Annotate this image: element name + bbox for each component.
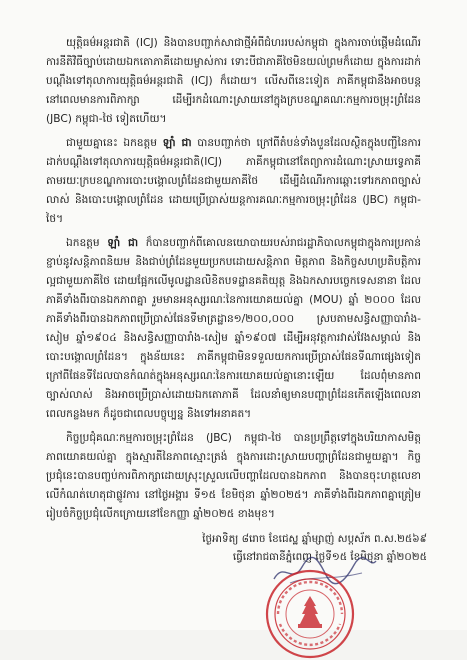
paragraph-1	[46, 34, 421, 129]
paragraph-2-lead: ជាមួយគ្នានេះ ឯកឧត្តម	[66, 137, 157, 149]
paragraph-3-name: ឡាំ ជា	[107, 237, 139, 249]
paragraph-2-text: បានបញ្ជាក់ថា ក្រៅពីតំបន់ទាំងបួនដែលស្ថិតក្នុងបញ្ជីនៃការដាក់បណ្តឹងទៅតុលាការយុត្តិធម៌អន្តរជាតិ(ICJ) ភាគីកម្ពុជានៅតែព្យាការដំណោះស្រាយទ្វេភាគីតាមរយៈក្របខណ្ឌការបោះបង្គោលព្រំដែនជាមួយភាគីថៃ ដើម្បីដំណើរការឆ្ពោះទៅរកភាពច្បាស់លាស់ និងបោះបង្គោលព្រំដែន ដោយប្រើប្រាស់យន្តការគណៈកម្មការចម្រុះព្រំដែន (JBC) កម្ពុជា-ថៃ។	[46, 137, 421, 225]
signature-date-lunar: ថ្ងៃអាទិត្យ ៨រោច ខែជេស្ឋ ឆ្នាំម្សាញ់ សប្តស័ក ព.ស.២៥៦៩	[202, 533, 427, 545]
paragraph-3	[46, 234, 421, 424]
paragraph-3-lead: ឯកឧត្តម	[66, 237, 100, 249]
paragraph-2	[46, 134, 421, 229]
signature-date-place: ធ្វើនៅរាជធានីភ្នំពេញ ថ្ងៃទី១៥ ខែមិថុនា ឆ្នាំ២០២៥	[232, 551, 427, 563]
paragraph-2-name: ឡាំ ជា	[162, 137, 192, 149]
paragraph-3-text: ក៏បានបញ្ជាក់ពីគោលនយោបាយរបស់រាជរដ្ឋាភិបាលកម្ពុជាក្នុងការប្រកាន់ខ្ជាប់នូវសន្តិភាពនិយម និងជាប់ព្រំដែនមួយប្រកបដោយសន្តិភាព មិត្តភាព និងកិច្ចសហប្រតិបត្តិការល្អជាមួយភាគីថៃ ដោយផ្អែកលើមូលដ្ឋានលិខិតបទដ្ឋានគតិយុត្ត និងឯកសារបច្ចេកទេសនានា ដែលភាគីទាំងពីរបានឯកភាពគ្នា រួមមានអនុស្សរណៈនៃការយោគយល់គ្នា (MOU) ឆ្នាំ ២០០០ ដែលភាគីទាំងពីរបានឯកភាពប្រើប្រាស់ផែនទីមាត្រដ្ឋាន១/២០០,០០០ ស្របតាមសន្ធិសញ្ញាបារាំង-សៀម ឆ្នាំ១៩០៤ និងសន្ធិសញ្ញាបារាំង-សៀម ឆ្នាំ១៩០៧ ដើម្បីអនុវត្តការវាស់វែងសម្គាល់ និងបោះបង្គោលព្រំដែន។ ក្នុងន័យនេះ ភាគីកម្ពុជាមិនទទួលយកការប្រើប្រាស់ផែនទីណាផ្សេងទៀតក្រៅពីផែនទីដែលបានកំណត់ក្នុងអនុស្សរណៈនៃការយោគយល់គ្នានោះឡើយ ដែលពុំមានភាពច្បាស់លាស់ និងអាចប្រើប្រាស់ដោយឯកតោភាគី ដែលនាំឲ្យមានបញ្ហាព្រំដែនកើតឡើងពេលនាពេលកន្លងមក ក៏ដូចជាពេលបច្ចុប្បន្ន និងទៅអនាគត។	[46, 237, 421, 420]
official-seal	[264, 568, 356, 660]
paragraph-4-text: កិច្ចប្រជុំគណៈកម្មការចម្រុះព្រំដែន (JBC) កម្ពុជា-ថៃ បានប្រព្រឹត្តទៅក្នុងបរិយាកាសមិត្តភាពយោគយល់គ្នា ក្នុងស្មារតីនៃភាពស្មោះត្រង់ ក្នុងការដោះស្រាយបញ្ហាព្រំដែនជាមួយគ្នា។ កិច្ចប្រជុំនេះបានបញ្ចប់ការពិភាក្សាដោយស្រុះស្រួលលើបញ្ហាដែលបានឯកភាព និងបានចុះហត្ថលេខាលើកំណត់ហេតុជាផ្លូវការ នៅថ្ងៃអង្គារ ទី១៥ ខែមិថុនា ឆ្នាំ២០២៥។ ភាគីទាំងពីរឯកភាពគ្នាត្រៀមរៀបចំកិច្ចប្រជុំលើកក្រោយនៅខែកញ្ញា ឆ្នាំ២០២៥ ខាងមុខ។	[46, 432, 421, 520]
paragraph-1-text: យុត្តិធម៌អន្តរជាតិ (ICJ) និងបានបញ្ជាក់សាជាថ្មីអំពីជំហររបស់កម្ពុជា ក្នុងការចាប់ផ្តើមដំណើរការនីតិវិធីច្បាប់ដោយឯកតោភាគីដោយម្ចាស់ការ ទោះបីជាភាគីថៃមិនយល់ព្រមក៏ដោយ ក្នុងការដាក់បណ្តឹងទៅតុលាការយុត្តិធម៌អន្តរជាតិ (ICJ) ក៏ដោយ។ លើសពីនេះទៀត ភាគីកម្ពុជានឹងអាចបន្តនៅពេលមានការពិភាក្សា ដើម្បីរកដំណោះស្រាយនៅក្នុងក្របខណ្ឌគណៈកម្មការចម្រុះព្រំដែន (JBC) កម្ពុជា-ថៃ ទៀតហើយ។	[46, 37, 421, 125]
paragraph-4	[46, 429, 421, 524]
